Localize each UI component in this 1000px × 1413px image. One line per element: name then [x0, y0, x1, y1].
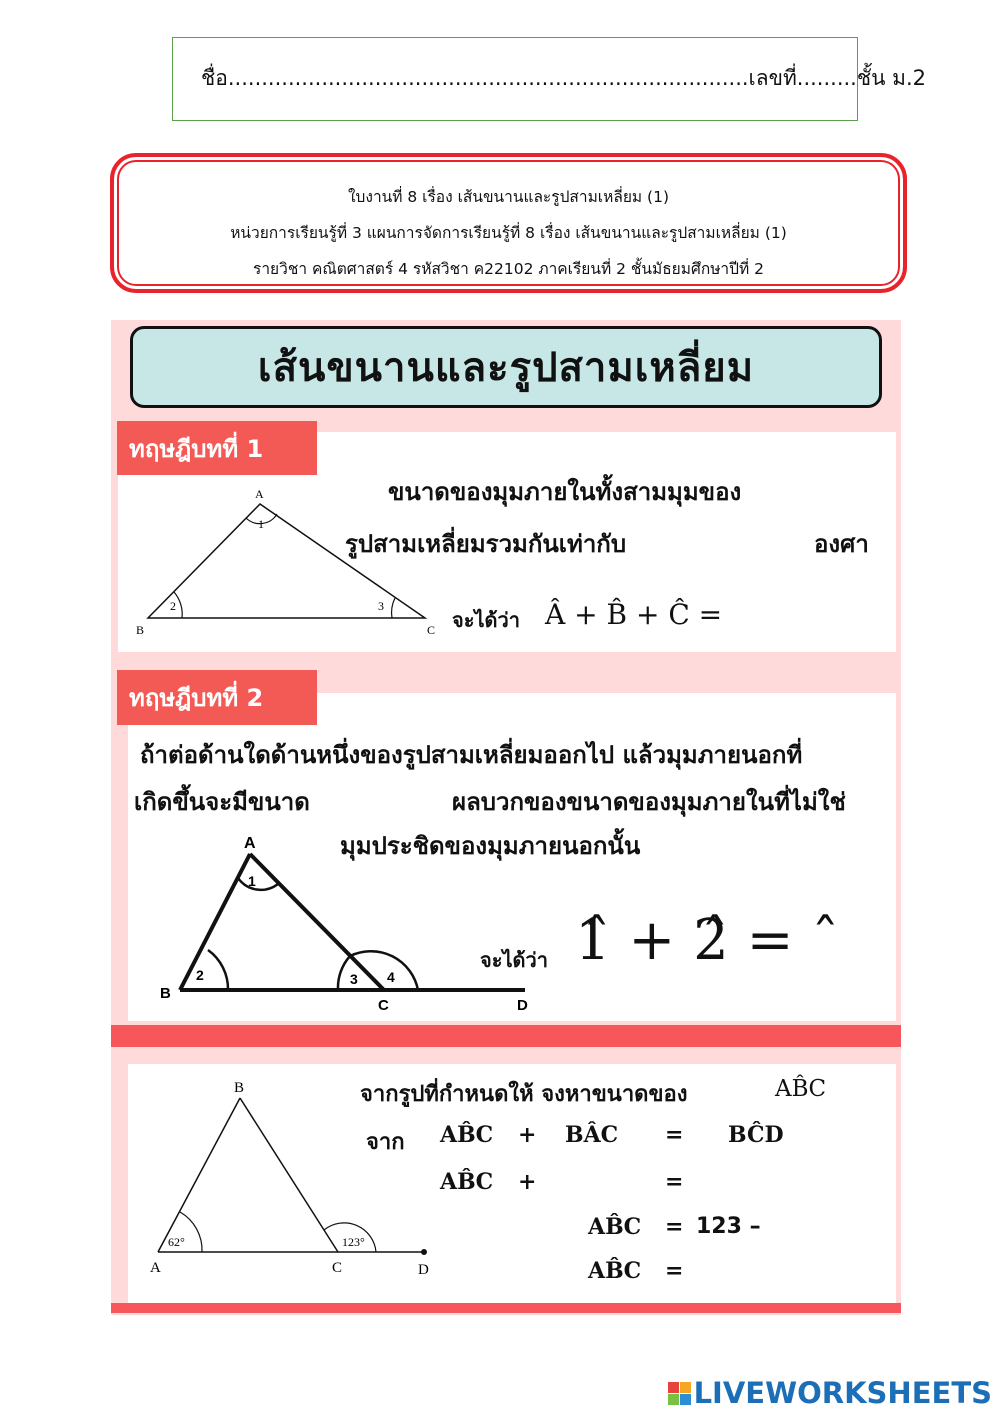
logo-grid-icon [668, 1382, 691, 1405]
row4-answer-field[interactable] [696, 1255, 816, 1287]
vertex-label-a: A [244, 835, 256, 852]
exercise-prompt-angle: AB̂C [775, 1076, 827, 1102]
vertex-label-a: A [150, 1260, 161, 1276]
angle-label-3: 3 [350, 971, 358, 987]
vertex-label-b: B [160, 985, 171, 1002]
row3-term-a: AB̂C [588, 1214, 642, 1240]
angle-value-a: 62° [168, 1235, 185, 1249]
info-line-1: ใบงานที่ 8 เรื่อง เส้นขนานและรูปสามเหลี่ยม (1) [347, 188, 670, 206]
page-title: เส้นขนานและรูปสามเหลี่ยม [130, 326, 882, 408]
exercise-prompt: จากรูปที่กำหนดให้ จงหาขนาดของ [360, 1082, 688, 1107]
theorem-1-answer-field[interactable] [750, 598, 850, 636]
blank-equals-field[interactable] [338, 778, 443, 812]
row3-equals: = [665, 1214, 684, 1240]
row3-rhs: 123 – [696, 1214, 761, 1239]
section-divider [111, 1025, 901, 1047]
row1-term-c: BĈD [728, 1122, 784, 1148]
triangle-2-side-ab [180, 854, 250, 990]
info-line-3: รายวิชา คณิตศาสตร์ 4 รหัสวิชา ค22102 ภาคเรียนที่ 2 ชั้นมัธยมศึกษาปีที่ 2 [253, 260, 764, 278]
row2-blank-field[interactable] [555, 1166, 650, 1198]
liveworksheets-logo [668, 1376, 992, 1410]
worksheet-info-box [110, 153, 907, 293]
vertex-label-c: C [427, 623, 436, 637]
row4-term-a: AB̂C [588, 1258, 642, 1284]
theorem-1-formula: Â + B̂ + Ĉ = [545, 598, 723, 631]
angle-value-c: 123° [342, 1235, 365, 1249]
blank-degrees-field[interactable] [720, 520, 800, 554]
brand-name: LIVEWORKSHEETS [693, 1376, 992, 1410]
bottom-border [111, 1303, 901, 1313]
row1-term-b: BÂC [565, 1122, 619, 1148]
angle-label-3: 3 [378, 599, 384, 613]
vertex-label-d: D [517, 997, 528, 1014]
theorem-2-formula: 1̂ + 2̂ = ˆ [575, 908, 840, 973]
name-box [172, 37, 927, 121]
triangle-diagram-2 [150, 832, 540, 1017]
triangle-3-side-ab [158, 1098, 240, 1252]
vertex-label-c: C [378, 997, 389, 1014]
angle-label-2: 2 [170, 599, 176, 613]
theorem-1-text-degrees: องศา [814, 530, 869, 558]
row2-term-a: AB̂C [440, 1169, 494, 1195]
theorem-2-so-label: จะได้ว่า [480, 948, 548, 972]
theorem-1-text-line2: รูปสามเหลี่ยมรวมกันเท่ากับ [345, 530, 627, 558]
angle-label-1: 1 [258, 517, 264, 531]
angle-arc-2 [208, 950, 228, 990]
vertex-label-b: B [136, 623, 145, 637]
theorem-1-tag: ทฤษฎีบทที่ 1 [117, 421, 317, 475]
triangle-3-side-bc [240, 1098, 338, 1252]
row1-term-a: AB̂C [440, 1122, 494, 1148]
theorem-1-text-line1: ขนาดของมุมภายในทั้งสามมุมของ [388, 478, 742, 506]
row3-answer-field[interactable] [780, 1211, 870, 1243]
row2-answer-field[interactable] [700, 1166, 820, 1198]
point-d [421, 1249, 427, 1255]
angle-arc-1 [238, 878, 278, 890]
row1-equals: = [665, 1122, 684, 1148]
triangle-2-side-ac [250, 854, 384, 990]
row2-plus: + [518, 1169, 537, 1195]
theorem-2-text-line2b: ผลบวกของขนาดของมุมภายในที่ไม่ใช่ [452, 788, 846, 816]
theorem-1-so-label: จะได้ว่า [452, 608, 520, 632]
theorem-2-text-line1: ถ้าต่อด้านใดด้านหนึ่งของรูปสามเหลี่ยมออกไป แล้วมุมภายนอกที่ [140, 741, 803, 769]
theorem-2-text-line2a: เกิดขึ้นจะมีขนาด [134, 788, 310, 816]
row4-equals: = [665, 1258, 684, 1284]
name-line: ชื่อ..............................................................................เลขที่.........ชั้น ม.2 [201, 66, 927, 90]
row2-equals: = [665, 1169, 684, 1195]
angle-label-4: 4 [387, 969, 395, 985]
angle-arc-3 [392, 598, 395, 618]
info-line-2: หน่วยการเรียนรู้ที่ 3 แผนการจัดการเรียนรู้ที่ 8 เรื่อง เส้นขนานและรูปสามเหลี่ยม (1) [230, 224, 787, 242]
vertex-label-d: D [418, 1262, 429, 1278]
angle-label-1: 1 [248, 873, 256, 889]
row1-plus: + [518, 1122, 537, 1148]
exercise-from-label: จาก [366, 1130, 405, 1155]
theorem-2-answer-field[interactable] [805, 912, 885, 974]
theorem-2-tag: ทฤษฎีบทที่ 2 [117, 670, 317, 725]
vertex-label-b: B [234, 1080, 245, 1096]
vertex-label-c: C [332, 1260, 343, 1276]
angle-label-2: 2 [196, 967, 204, 983]
vertex-label-a: A [255, 487, 264, 501]
theorem-2-text-line3: มุมประชิดของมุมภายนอกนั้น [340, 832, 641, 860]
